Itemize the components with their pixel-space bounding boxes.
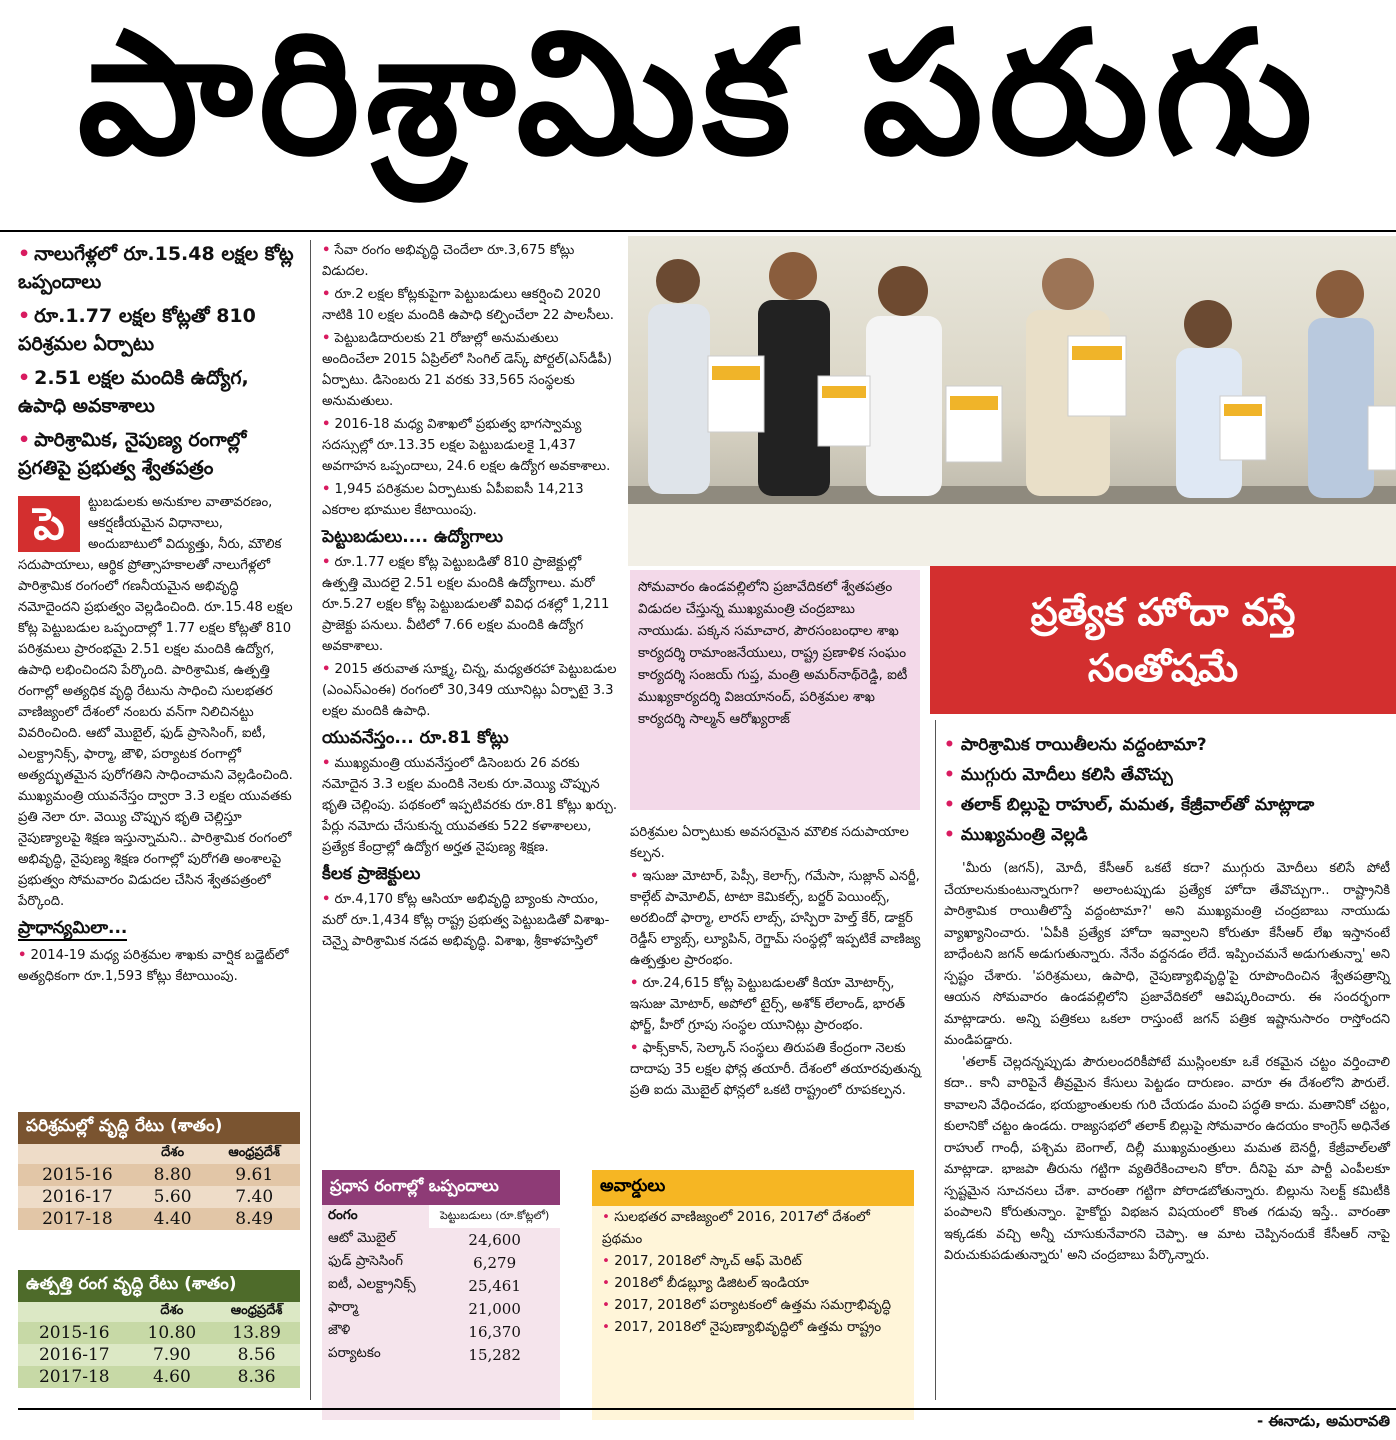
table-title: ప్రధాన రంగాల్లో ఒప్పందాలు	[322, 1170, 560, 1205]
awards-title: అవార్డులు	[592, 1170, 914, 1206]
bullet-icon: •	[630, 1041, 639, 1056]
table-row: 2016-17 7.90 8.56	[18, 1344, 300, 1366]
dropcap: పె	[18, 496, 80, 552]
list-item: • 2018లో బీడబ్ల్యూ డిజిటల్ ఇండియా	[602, 1275, 809, 1291]
list-item: • పెట్టుబడిదారులకు 21 రోజుల్లో అనుమతులు అందించేలా 2015 ఏప్రిల్‌లో సింగిల్ డెస్క్ పోర్టల్(ఎస్‌డీపీ) ఏర్పాటు. డిసెంబరు 21 వరకు 33,565 సంస్థలకు అనుమతులు.	[322, 331, 613, 409]
bullet-icon: •	[944, 735, 955, 755]
col-header: దేశం	[160, 1303, 184, 1318]
bullet-icon: •	[322, 243, 331, 258]
table-row: 2017-18 4.60 8.36	[18, 1366, 300, 1388]
bullet-icon: •	[944, 825, 955, 845]
awards-box	[592, 1170, 914, 1420]
special-status-body: 'మీరు (జగన్), మోదీ, కేసీఆర్ ఒకటే కదా? ముగ్గురు మోదీలు కలిసే పోటీ చేయాలనుకుంటున్నారుగా? అలాంటప్పుడు ప్రత్యేక హోదా తేవొచ్చుగా.. రాష్ట్రానికి పారిశ్రామిక రాయితీలొస్తే వద్దంటామా?' అని ముఖ్యమంత్రి చంద్రబాబు నాయుడు వ్యాఖ్యానించారు. 'ఏపీకి ప్రత్యేక హోదా ఇవ్వాలని కోరుతూ కేసీఆర్ లేఖ ఇస్తానంటే బాధేంటని జగన్ అడుగుతున్నారు. నేనేం వద్దనడం లేదే. ఇప్పించమనే అడుగుతున్నా' అని స్పష్టం చేశారు. 'పరిశ్రమలు, ఉపాధి, నైపుణ్యాభివృద్ధి'పై రూపొందించిన శ్వేతపత్రాన్ని ఆయన సోమవారం ఉండవల్లిలోని ప్రజావేదికలో ఆవిష్కరించారు. ఈ సందర్భంగా మాట్లాడారు. అన్ని పత్రికలు ఒకలా రాస్తుంటే జగన్ పత్రిక ఇష్టానుసారం రాస్తోందని మండిపడ్డారు. 'తలాక్ చెల్లదన్నప్పుడు పౌరులందరికీపోటే ముస్లింలకూ ఒకే రకమైన చట్టం వర్తించాలి కదా.. కానీ వారిపైనే తీవ్రమైన కేసులు పెట్టడం దారుణం. వారూ ఈ దేశంలోని పౌరులే. కావాలని వేధించడం, భయభ్రాంతులకు గురి చేయడం మంచి పద్ధతి కాదు. మతానికో చట్టం, కులానికో చట్టం ఉండదు. రాజ్యసభలో తలాక్ బిల్లుపై సోమవారం ఉదయం కాంగ్రెస్ అధినేత రాహుల్ గాంధీ, పశ్చిమ బెంగాల్, దిల్లీ ముఖ్యమంత్రులు మమత బెనర్జీ, కేజ్రీవాల్‌లతో మాట్లాడా. భాజపా తీరును గట్టిగా వ్యతిరేకించాలని కోరా. దీనిపై మా పార్టీ ఎంపీలకూ స్పష్టమైన సూచనలు చేశా. వారంతా గట్టిగా పోరాడబోతున్నారు. బిల్లును సెలక్ట్ కమిటీకి పంపాలని కోరుతున్నాం. హైకోర్టు విభజన విషయంలో కొంత గడువు ఇస్తే.. వారంతా ఇక్కడకు వచ్చి అన్నీ చూసుకునేవారని చెప్పా. ఆ మాట చెప్పినందుకే కేసీఆర్ నాపై విరుచుకుపడుతున్నారు' అని చంద్రబాబు పేర్కొన్నారు.	[944, 861, 1390, 1263]
list-item: • రూ.1.77 లక్షల కోట్ల పెట్టుబడితో 810 ప్రాజెక్టుల్లో ఉత్పత్తి మొదలై 2.51 లక్షల మందికి ఉద్యోగాలు. మరో రూ.5.27 లక్షల కోట్ల పెట్టుబడులతో వివిధ దశల్లో 1,211 ప్రాజెక్టు పనులు. వీటిలో 7.66 లక్షల మందికి ఉద్యోగ అవకాశాలు.	[322, 555, 610, 654]
list-item: • తలాక్ బిల్లుపై రాహుల్, మమత, కేజ్రీవాల్‌తో మాట్లాడా	[944, 795, 1315, 815]
bullet-icon: •	[602, 1297, 615, 1313]
highlight-item: • రూ.1.77 లక్షల కోట్లతో 810 పరిశ్రమల ఏర్పాటు	[18, 305, 256, 355]
manufacturing-growth-table	[18, 1270, 300, 1388]
bullet-icon: •	[18, 948, 27, 963]
priority-point: • 2014-19 మధ్య పరిశ్రమల శాఖకు వార్షిక బడ్జెట్‌లో అత్యధికంగా రూ.1,593 కోట్లు కేటాయింపు.	[18, 948, 289, 984]
list-item: • ఇసుజు మోటార్, పెప్సీ, కెలాగ్స్, గమేసా, సుజ్లాన్ ఎనర్జీ, కాల్గేట్ పామోలివ్, టాటా కెమికల్స్, బర్జర్ పెయింట్స్, అరబిందో ఫార్మా, లారస్ లాబ్స్, హస్పిరా హెల్త్ కేర్, డాక్టర్ రెడ్డీస్ ల్యాబ్స్, ల్యూపిన్, రెగ్జామ్ సంస్థల్లో ఇప్పటికే వాణిజ్య ఉత్పత్తుల ప్రారంభం.	[630, 869, 921, 968]
bullet-icon: •	[322, 287, 331, 302]
column-1	[18, 240, 300, 989]
bullet-icon: •	[322, 417, 331, 432]
table-header-row	[18, 1302, 300, 1322]
photo-caption: సోమవారం ఉండవల్లిలోని ప్రజావేదికలో శ్వేతపత్రం విడుదల చేస్తున్న ముఖ్యమంత్రి చంద్రబాబు నాయుడు. పక్కన సమాచార, పౌరసంబంధాల శాఖ కార్యదర్శి రామాంజనేయులు, రాష్ట్ర ప్రణాళిక సంఘం కార్యదర్శి సంజయ్ గుప్త, మంత్రి అమర్‌నాథ్‌రెడ్డి, ఐటీ ముఖ్యకార్యదర్శి విజయానంద్, పరిశ్రమల శాఖ కార్యదర్శి సాల్మన్ ఆరోఖ్యరాజ్	[630, 570, 920, 810]
press-photo	[628, 236, 1396, 566]
col-header: ఆంధ్రప్రదేశ్	[230, 1303, 283, 1318]
bullet-icon: •	[602, 1253, 615, 1269]
people-illustration	[628, 236, 1396, 566]
bullet-icon: •	[602, 1275, 615, 1291]
col-header: ఆంధ్రప్రదేశ్	[228, 1145, 281, 1160]
projects-heading: కీలక ప్రాజెక్టులు	[322, 864, 421, 884]
col-header: దేశం	[161, 1145, 185, 1160]
bullet-icon: •	[630, 976, 639, 991]
list-item: • ముఖ్యమంత్రి యువనేస్తంలో డిసెంబరు 26 వరకు నమోదైన 3.3 లక్షల మందికి నెలకు రూ.వెయ్యి చొప్పున భృతి చెల్లింపు. పథకంలో ఇప్పటివరకు రూ.81 కోట్లు ఖర్చు. పేర్లు నమోదు చేసుకున్న యువతకు 522 కళాశాలలు, ప్రత్యేక కేంద్రాల్లో ఉద్యోగ అర్హత నైపుణ్య శిక్షణ.	[322, 756, 618, 855]
bullet-icon: •	[322, 662, 331, 677]
list-item: • 2016-18 మధ్య విశాఖలో ప్రభుత్వ భాగస్వామ్య సదస్సుల్లో రూ.13.35 లక్షల పెట్టుబడులకై 1,437 అవగాహన ఒప్పందాలు, 24.6 లక్షల ఉద్యోగ అవకాశాలు.	[322, 417, 611, 474]
bullet-icon: •	[602, 1209, 615, 1225]
column-3	[630, 822, 922, 1103]
bullet-icon: •	[322, 555, 331, 570]
table-row: 2017-18 4.40 8.49	[18, 1208, 300, 1230]
highlights	[18, 240, 300, 482]
list-item: • 2017, 2018లో నైపుణ్యాభివృద్ధిలో ఉత్తమ రాష్ట్రం	[602, 1319, 882, 1335]
list-item: • పారిశ్రామిక రాయితీలను వద్దంటామా?	[944, 735, 1207, 755]
bullet-icon: •	[18, 305, 31, 327]
table-row: 2016-17 5.60 7.40	[18, 1186, 300, 1208]
list-item: • 2015 తరువాత సూక్ష్మ, చిన్న, మధ్యతరహా పెట్టుబడుల (ఎంఎస్ఎంఈ) రంగంలో 30,349 యూనిట్లు ఏర్పాటై 3.3 లక్షల మందికి ఉపాధి.	[322, 662, 617, 719]
list-item: • సులభతర వాణిజ్యంలో 2016, 2017లో దేశంలో ప్రథమం	[602, 1209, 870, 1247]
bullet-icon: •	[18, 429, 31, 451]
priority-heading: ప్రాధాన్యమిలా...	[18, 918, 127, 941]
lead-article	[18, 492, 300, 912]
special-status-bullets	[944, 730, 1396, 850]
table-row: పర్యాటకం 15,282	[328, 1345, 521, 1364]
byline: - ఈనాడు, అమరావతి	[1256, 1412, 1390, 1430]
bullet-icon: •	[322, 482, 331, 497]
list-item: • ముఖ్యమంత్రి వెల్లడి	[944, 825, 1088, 845]
highlight-item: • పారిశ్రామిక, నైపుణ్య రంగాల్లో ప్రగతిపై ప్రభుత్వ శ్వేతపత్రం	[18, 429, 247, 479]
yuvanestham-heading: యువనేస్తం... రూ.81 కోట్లు	[322, 728, 509, 748]
table-row: ఫుడ్ ప్రాసెసింగ్ 6,279	[328, 1253, 517, 1272]
table-title: పరిశ్రమల్లో వృద్ధి రేటు (శాతం)	[18, 1112, 300, 1144]
list-item: • సేవా రంగం అభివృద్ధి చెందేలా రూ.3,675 కోట్లు విడుదల.	[322, 243, 575, 279]
highlight-item: • 2.51 లక్షల మందికి ఉద్యోగ, ఉపాధి అవకాశాలు	[18, 367, 249, 417]
headline: పారిశ్రామిక పరుగు	[0, 0, 1396, 232]
table-row: ఐటీ, ఎలక్ట్రానిక్స్ 25,461	[328, 1276, 521, 1295]
investment-heading: పెట్టుబడులు.... ఉద్యోగాలు	[322, 527, 503, 547]
bullet-icon: •	[944, 765, 955, 785]
table-row: ఆటో మొబైల్ 24,600	[328, 1230, 521, 1249]
bullet-icon: •	[602, 1319, 615, 1335]
list-item: • 2017, 2018లో స్కాచ్ ఆఫ్ మెరిట్	[602, 1253, 802, 1269]
bullet-icon: •	[944, 795, 955, 815]
list-item: • రూ.2 లక్షల కోట్లకుపైగా పెట్టుబడులు ఆకర్షించి 2020 నాటికి 10 లక్షల మందికి ఉపాధి కల్పించేలా 22 పాలసీలు.	[322, 287, 614, 323]
table-row: జౌళి 16,370	[328, 1322, 521, 1341]
highlight-item: • నాలుగేళ్లలో రూ.15.48 లక్షల కోట్ల ఒప్పందాలు	[18, 243, 294, 293]
list-item: పరిశ్రమల ఏర్పాటుకు అవసరమైన మౌలిక సదుపాయాల కల్పన.	[630, 825, 909, 861]
bullet-icon: •	[630, 869, 639, 884]
bullet-icon: •	[322, 756, 331, 771]
table-row: ఫార్మా 21,000	[328, 1299, 521, 1318]
list-item: • రూ.24,615 కోట్ల పెట్టుబడులతో కియా మోటార్స్, ఇసుజు మోటార్, అపోలో టైర్స్, అశోక్ లేలాండ్, భారత్ ఫోర్జ్, హీరో గ్రూపు సంస్థల యూనిట్లు ప్రారంభం.	[630, 976, 905, 1033]
table-row: 2015-16 8.80 9.61	[18, 1164, 300, 1186]
column-2	[322, 240, 618, 954]
table-header-row: రంగం పెట్టుబడులు (రూ.కోట్లలో)	[322, 1205, 560, 1228]
table-header-row	[18, 1144, 300, 1164]
industry-growth-table	[18, 1112, 300, 1230]
table-title: ఉత్పత్తి రంగ వృద్ధి రేటు (శాతం)	[18, 1270, 300, 1302]
special-status-title: ప్రత్యేక హోదా వస్తే సంతోషమే	[930, 566, 1396, 714]
list-item: • 1,945 పరిశ్రమల ఏర్పాటుకు ఏపీఐఐసీ 14,213 ఎకరాల భూముల కేటాయింపు.	[322, 482, 584, 518]
bullet-icon: •	[18, 367, 31, 389]
list-item: • ముగ్గురు మోదీలు కలిసి తేవొచ్చు	[944, 765, 1173, 785]
lead-text: ట్టుబడులకు అనుకూల వాతావరణం, ఆకర్షణీయమైన విధానాలు, అందుబాటులో విద్యుత్తు, నీరు, మౌలిక సదుపాయాలు, ఆర్థిక ప్రోత్సాహకాలతో నాలుగేళ్లలో పారిశ్రామిక రంగంలో గణనీయమైన అభివృద్ధి నమోదైందని ప్రభుత్వం వెల్లడించింది. రూ.15.48 లక్షల కోట్ల పెట్టుబడుల ఒప్పందాల్లో 1.77 లక్షల కోట్లతో 810 పరిశ్రమలు ప్రారంభమై 2.51 లక్షల మందికి ఉద్యోగ, ఉపాధి లభించిందని పేర్కొంది. పారిశ్రామిక, ఉత్పత్తి రంగాల్లో అత్యధిక వృద్ధి రేటును సాధించి సులభతర వాణిజ్యంలో దేశంలో నంబరు వన్‌గా నిలిచినట్టు వివరించింది. ఆటో మొబైల్, ఫుడ్ ప్రాసెసింగ్, ఐటీ, ఎలక్ట్రానిక్స్, ఫార్మా, జౌళి, పర్యాటక రంగాల్లో అత్యద్భుతమైన పురోగతిని సాధించామని వెల్లడించింది. ముఖ్యమంత్రి యువనేస్తం ద్వారా 3.3 లక్షల యువతకు ప్రతి నెలా రూ. వెయ్యి చొప్పున భృతి చెల్లిస్తూ నైపుణ్యాలపై శిక్షణ ఇస్తున్నామని.. పారిశ్రామిక రంగంలో అభివృద్ధి, నైపుణ్య శిక్షణ రంగాల్లో పురోగతి అంశాలపై ప్రభుత్వం సోమవారం విడుదల చేసిన శ్వేతపత్రంలో పేర్కొంది.	[18, 495, 293, 909]
sectors-table	[322, 1170, 560, 1420]
bullet-icon: •	[322, 331, 331, 346]
list-item: • 2017, 2018లో పర్యాటకంలో ఉత్తమ సమగ్రాభివృద్ధి	[602, 1297, 892, 1313]
bullet-icon: •	[18, 243, 31, 265]
table-row: 2015-16 10.80 13.89	[18, 1322, 300, 1344]
list-item: • ఫాక్స్‌కాన్, సెల్కాన్ సంస్థలు తిరుపతి కేంద్రంగా నెలకు దాదాపు 35 లక్షల ఫోన్ల తయారీ. దేశంలో తయారవుతున్న ప్రతి ఐదు మొబైల్ ఫోన్లలో ఒకటి రాష్ట్రంలో రూపకల్పన.	[630, 1041, 921, 1098]
bullet-icon: •	[322, 892, 331, 907]
list-item: • రూ.4,170 కోట్ల ఆసియా అభివృద్ధి బ్యాంకు సాయం, మరో రూ.1,434 కోట్ల రాష్ట్ర ప్రభుత్వ పెట్టుబడితో విశాఖ-చెన్నై పారిశ్రామిక నడవ అభివృద్ధి. విశాఖ, శ్రీకాళహస్తిలో	[322, 892, 610, 949]
